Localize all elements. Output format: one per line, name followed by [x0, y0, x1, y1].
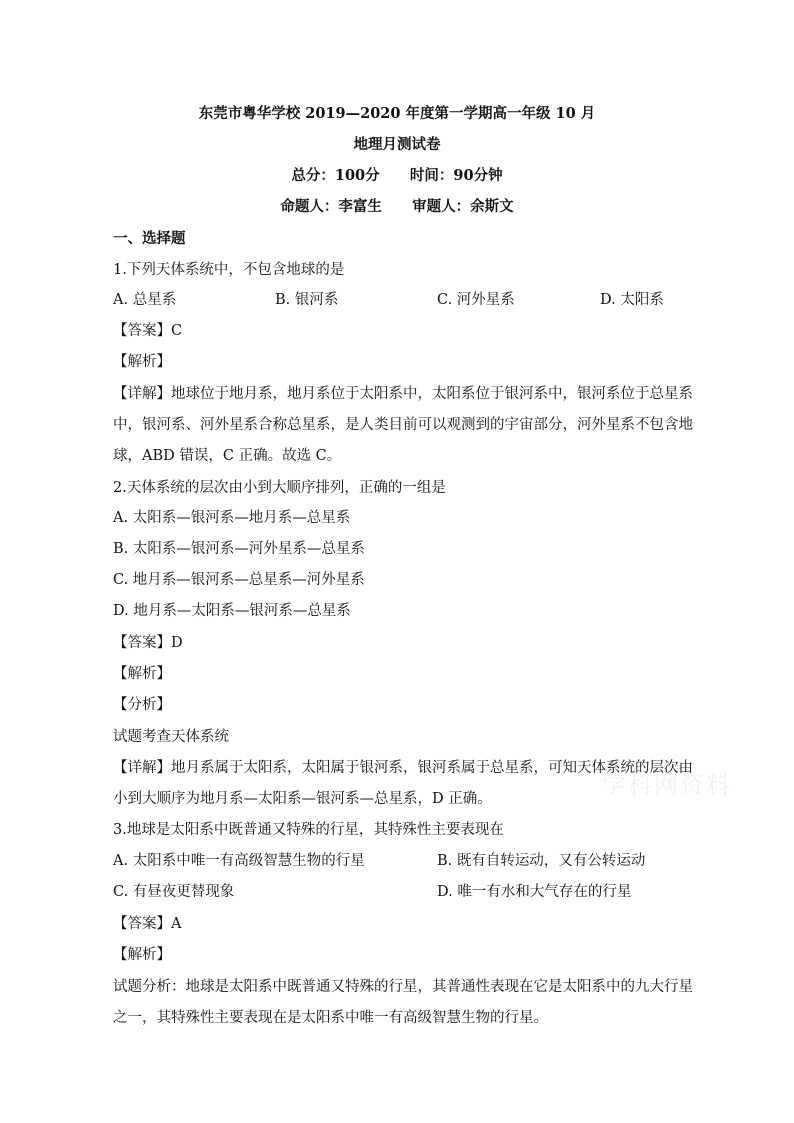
q3-analysis: 【解析】 [113, 947, 171, 963]
score-time: 总分：100分 时间：90分钟 [291, 167, 503, 184]
watermark: 学科网资料 [602, 771, 732, 799]
q3-option-c: C. 有昼夜更替现象 [113, 884, 235, 900]
q1-option-a: A. 总星系 [113, 292, 177, 308]
q2-answer: 【答案】D [113, 635, 183, 651]
exam-title: 东莞市粤华学校 2019—2020 年度第一学期高一年级 10 月 [198, 105, 596, 122]
q3-answer: 【答案】A [113, 916, 182, 932]
q3-detail-line: 试题分析：地球是太阳系中既普通又特殊的行星，其普通性表现在它是太阳系中的九大行星 [113, 979, 693, 995]
q1-stem: 1.下列天体系统中，不包含地球的是 [113, 262, 345, 278]
q1-analysis: 【解析】 [113, 354, 171, 370]
q1-option-c: C. 河外星系 [437, 292, 515, 308]
authors: 命题人：李富生 审题人：余斯文 [280, 198, 514, 215]
q1-option-d: D. 太阳系 [600, 292, 664, 308]
section-heading: 一、选择题 [113, 230, 186, 247]
q2-detail-line: 小到大顺序为地月系—太阳系—银河系—总星系，D 正确。 [113, 791, 492, 807]
q2-option-b: B. 太阳系—银河系—河外星系—总星系 [113, 541, 365, 557]
q1-detail-line: 球，ABD 错误，C 正确。故选 C。 [113, 448, 342, 464]
q1-detail-line: 【详解】地球位于地月系，地月系位于太阳系中，太阳系位于银河系中，银河系位于总星系 [113, 386, 693, 402]
q2-option-d: D. 地月系—太阳系—银河系—总星系 [113, 603, 351, 619]
q3-option-d: D. 唯一有水和大气存在的行星 [437, 884, 632, 900]
q1-detail-line: 中，银河系、河外星系合称总星系，是人类目前可以观测到的宇宙部分，河外星系不包含地 [113, 417, 693, 433]
q3-stem: 3.地球是太阳系中既普通又特殊的行星，其特殊性主要表现在 [113, 822, 504, 838]
q3-option-a: A. 太阳系中唯一有高级智慧生物的行星 [113, 853, 365, 869]
q1-answer: 【答案】C [113, 323, 183, 339]
exam-subtitle: 地理月测试卷 [353, 136, 441, 153]
q2-analysis: 【解析】 [113, 666, 171, 682]
q3-detail-line: 之一，其特殊性主要表现在是太阳系中唯一有高级智慧生物的行星。 [113, 1010, 548, 1026]
q2-stem: 2.天体系统的层次由小到大顺序排列，正确的一组是 [113, 480, 446, 496]
q2-topic: 试题考查天体系统 [113, 729, 229, 745]
q3-option-b: B. 既有自转运动，又有公转运动 [437, 853, 646, 869]
q1-option-b: B. 银河系 [275, 292, 339, 308]
q2-option-c: C. 地月系—银河系—总星系—河外星系 [113, 572, 365, 588]
q2-option-a: A. 太阳系—银河系—地月系—总星系 [113, 510, 351, 526]
q2-fenxi: 【分析】 [113, 697, 171, 713]
q2-detail-line: 【详解】地月系属于太阳系，太阳属于银河系，银河系属于总星系，可知天体系统的层次由 [113, 760, 693, 776]
